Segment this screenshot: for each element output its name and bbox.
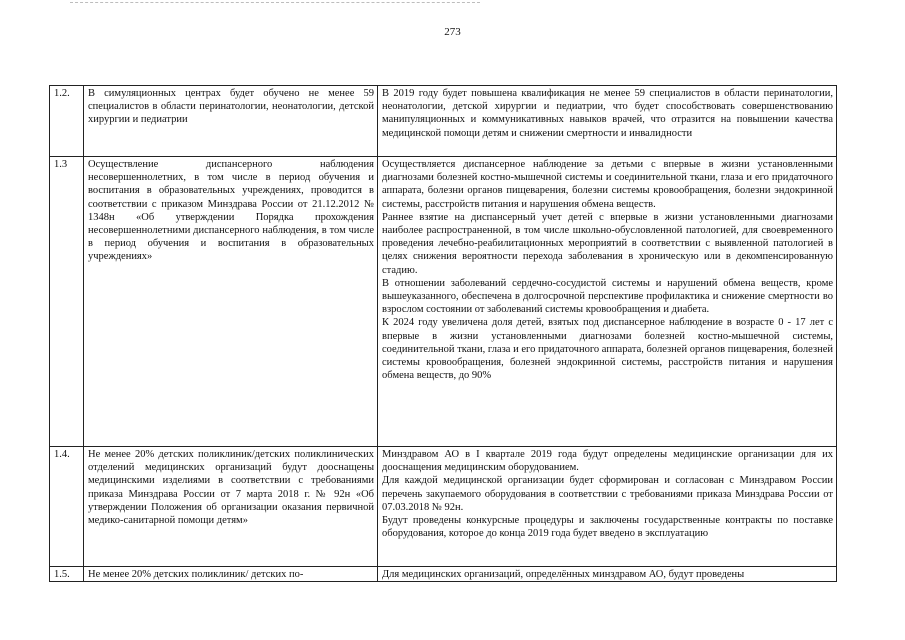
result-paragraph: Будут проведены конкурсные процедуры и заключены государственные контракты по поставке оборудования, которое до конца 2019 года будет введено в эксплуатацию bbox=[382, 515, 833, 540]
scan-artifact-line bbox=[70, 2, 480, 5]
row-number: 1.4. bbox=[50, 447, 84, 567]
table-row bbox=[50, 447, 837, 567]
result-cell bbox=[378, 157, 837, 447]
document-table bbox=[49, 85, 837, 582]
result-paragraph: Раннее взятие на диспансерный учет детей с впервые в жизни установленными диагнозами наиболее распространенной, в том числе школьно-обусловленной патологией, для своевременного проведения лечебно-реабилитационных мероприятий в соответствии с выявленной патологией в целях снижения вероятности перехода заболевания в хроническую или в декомпенсированную стадию. bbox=[382, 211, 833, 276]
result-cell bbox=[378, 567, 837, 582]
result-cell bbox=[378, 447, 837, 567]
result-paragraph: Осуществляется диспансерное наблюдение за детьми с впервые в жизни установленными диагнозами болезней костно-мышечной системы и соединительной ткани, глаза и его придаточного аппарата, болезни органов пищеварения, болезни системы кровообращения, болезни эндокринной системы, расстройств питания и нарушения обмена веществ. bbox=[382, 159, 833, 210]
result-paragraph: Минздравом АО в I квартале 2019 года будут определены медицинские организации для их дооснащения медицинским оборудованием. bbox=[382, 449, 833, 474]
result-paragraph: Для каждой медицинской организации будет сформирован и согласован с Минздравом России перечень закупаемого оборудования в соответствии с требованиями приказа Минздрава России от 07.03.2018 № 92н. bbox=[382, 475, 833, 513]
page-number: 273 bbox=[444, 26, 461, 38]
row-number: 1.3 bbox=[50, 157, 84, 447]
row-number: 1.5. bbox=[50, 567, 84, 582]
row-number: 1.2. bbox=[50, 86, 84, 157]
result-paragraph: К 2024 году увеличена доля детей, взятых под диспансерное наблюдение в возрасте 0 - 17 лет с впервые в жизни установленными диагнозами болезней костно-мышечной системы, соединительной ткани, глаза и его придаточного аппарата, болезней органов пищеварения, болезней системы кровообращения, болезней эндокринной системы, расстройств питания и нарушения обмена веществ, до 90% bbox=[382, 317, 833, 382]
table-row bbox=[50, 157, 837, 447]
task-cell: В симуляционных центрах будет обучено не менее 59 специалистов в области перинатологии, неонатологии, детской хирургии и педиатрии bbox=[84, 86, 378, 157]
task-cell: Не менее 20% детских поликлиник/ детских по- bbox=[84, 567, 378, 582]
table-row bbox=[50, 86, 837, 157]
task-cell: Осуществление диспансерного наблюдения несовершеннолетних, в том числе в период обучения и воспитания в образовательных учреждениях, проводится в соответствии с приказом Минздрава России от 21.12.2012 № 1348н «Об утверждении Порядка прохождения несовершеннолетними диспансерного наблюдения, в том числе в период обучения и воспитания в образовательных учреждениях» bbox=[84, 157, 378, 447]
result-paragraph: Для медицинских организаций, определённых минздравом АО, будут проведены bbox=[382, 569, 745, 580]
result-paragraph: В отношении заболеваний сердечно-сосудистой системы и нарушений обмена веществ, кроме вышеуказанного, обеспечена в долгосрочной перспективе профилактика и снижение смертности во взрослом состоянии от заболеваний системы кровообращения и диабета. bbox=[382, 277, 833, 316]
result-cell bbox=[378, 86, 837, 157]
result-paragraph: В 2019 году будет повышена квалификация не менее 59 специалистов в области перинатологии, неонатологии, детской хирургии и педиатрии, что будет способствовать совершенствованию манипуляционных и коммуникативных навыков врачей, что отразится на повышении качества медицинской помощи детям и снижении смертности и инвалидности bbox=[382, 88, 833, 139]
task-cell: Не менее 20% детских поликлиник/детских поликлинических отделений медицинских организаций будут дооснащены медицинскими изделиями в соответствии с требованиями приказа Минздрава России от 7 марта 2018 г. № 92н «Об утверждении Положения об организации оказания первичной медико-санитарной помощи детям» bbox=[84, 447, 378, 567]
table-row bbox=[50, 567, 837, 582]
